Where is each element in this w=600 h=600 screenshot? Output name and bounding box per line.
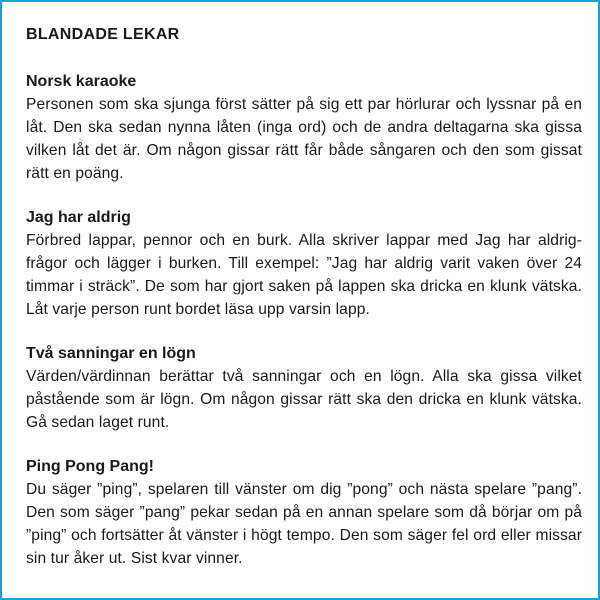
section-jag-har-aldrig	[26, 206, 582, 321]
section-norsk-karaoke	[26, 70, 582, 185]
section-ping-pong-pang	[26, 455, 582, 570]
section-body: Förbred lappar, pennor och en burk. Alla skriver lappar med Jag har aldrig-frågor och lägger i burken. Till exempel: ”Jag har aldrig varit vaken över 24 timmar i sträck”. De som har gjort saken på lappen ska dricka en klunk vätska. Låt varje person runt bordet läsa upp varsin lapp.	[26, 232, 582, 318]
section-heading: Norsk karaoke	[26, 73, 137, 90]
document-title: BLANDADE LEKAR	[26, 26, 180, 43]
section-tva-sanningar-en-logn	[26, 342, 582, 434]
document-content	[26, 24, 582, 591]
section-body: Värden/värdinnan berättar två sanningar och en lögn. Alla ska gissa vilket påstående som är lögn. Om någon gissar rätt ska den dricka en klunk vätska. Gå sedan laget runt.	[26, 368, 582, 431]
section-heading: Jag har aldrig	[26, 209, 131, 226]
section-heading: Ping Pong Pang!	[26, 458, 154, 475]
section-heading: Två sanningar en lögn	[26, 345, 196, 362]
section-body: Personen som ska sjunga först sätter på sig ett par hörlurar och lyssnar på en låt. Den ska sedan nynna låten (inga ord) och de andra deltagarna ska gissa vilken låt det är. Om någon gissar rätt får både sångaren och den som gissat rätt en poäng.	[26, 96, 582, 182]
section-body: Du säger ”ping”, spelaren till vänster om dig ”pong” och nästa spelare ”pang”. Den som säger ”pang” pekar sedan på en annan spelare som då börjar om på ”ping” och fortsätter åt vänster i högt tempo. Den som säger fel ord eller missar sin tur åker ut. Sist kvar vinner.	[26, 481, 582, 567]
